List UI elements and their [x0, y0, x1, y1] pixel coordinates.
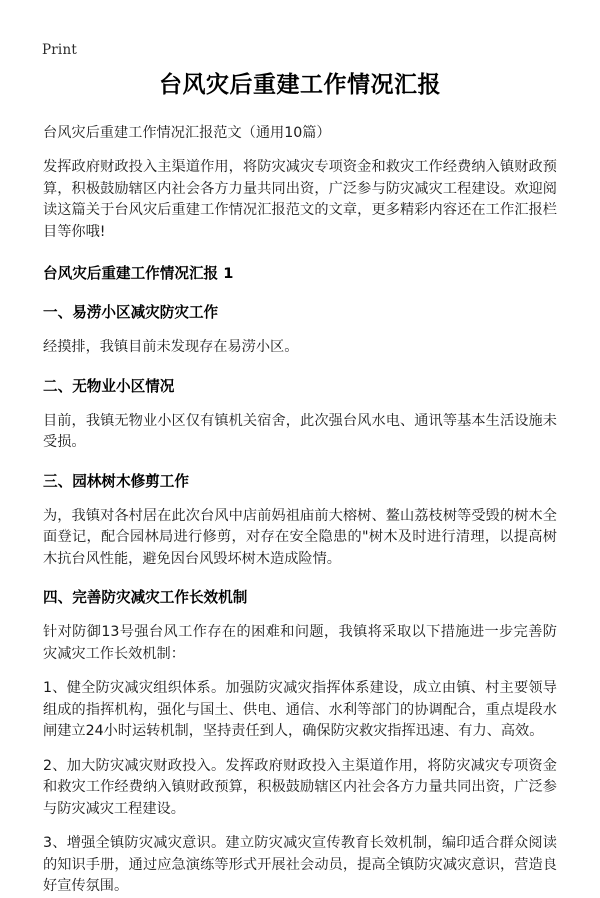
section-1-heading: 一、易涝小区减灾防灾工作	[43, 304, 219, 321]
section-1	[43, 302, 557, 359]
print-button[interactable]: Print	[42, 42, 77, 58]
section-4-list-item-3: 3、增强全镇防灾减灾意识。建立防灾减灾宣传教育长效机制，编印适合群众阅读的知识手册，通过应急演练等形式开展社会动员，提高全镇防灾减灾意识，营造良好宣传氛围。	[43, 835, 557, 894]
section-4-list-item-1: 1、健全防灾减灾组织体系。加强防灾减灾指挥体系建设，成立由镇、村主要领导组成的指挥机构，强化与国土、供电、通信、水利等部门的协调配合，重点堤段水闸建立24小时运转机制，坚持责任到人，确保防灾救灾指挥迅速、有力、高效。	[43, 680, 557, 739]
document-subtitle: 台风灾后重建工作情况汇报范文（通用10篇）	[43, 125, 331, 141]
section-2-paragraph-1: 目前，我镇无物业小区仅有镇机关宿舍，此次强台风水电、通讯等基本生活设施未受损。	[43, 412, 557, 450]
section-1-paragraph-1: 经摸排，我镇目前未发现存在易涝小区。	[43, 339, 299, 355]
section-4-paragraph-1: 针对防御13号强台风工作存在的困难和问题，我镇将采取以下措施进一步完善防灾减灾工作长效机制：	[43, 624, 557, 662]
section-4	[43, 587, 557, 898]
page-title: 台风灾后重建工作情况汇报	[159, 72, 441, 98]
section-4-list-item-2: 2、加大防灾减灾财政投入。发挥政府财政投入主渠道作用，将防灾减灾专项资金和救灾工作经费纳入镇财政预算，积极鼓励辖区内社会各方力量共同出资，广泛参与防灾减灾工程建设。	[43, 757, 557, 817]
section-3-heading: 三、园林树木修剪工作	[43, 472, 189, 490]
document-body	[43, 70, 557, 898]
section-2-heading: 二、无物业小区情况	[43, 377, 175, 395]
section-3-paragraph-1: 为，我镇对各村居在此次台风中店前妈祖庙前大榕树、鳌山荔枝树等受毁的树木全面登记，配合园林局进行修剪，对存在安全隐患的"树木及时进行清理，以提高树木抗台风性能，避免因台风毁坏树木造成险情。	[43, 507, 557, 567]
intro-paragraph: 发挥政府财政投入主渠道作用，将防灾减灾专项资金和救灾工作经费纳入镇财政预算，积极鼓励辖区内社会各方力量共同出资，广泛参与防灾减灾工程建设。欢迎阅读这篇关于台风灾后重建工作情况汇报范文的文章，更多精彩内容还在工作汇报栏目等你哦!	[43, 159, 557, 240]
section-4-heading: 四、完善防灾减灾工作长效机制	[43, 589, 248, 606]
article-heading: 台风灾后重建工作情况汇报 1	[43, 265, 234, 282]
section-3	[43, 471, 557, 571]
section-2	[43, 376, 557, 454]
